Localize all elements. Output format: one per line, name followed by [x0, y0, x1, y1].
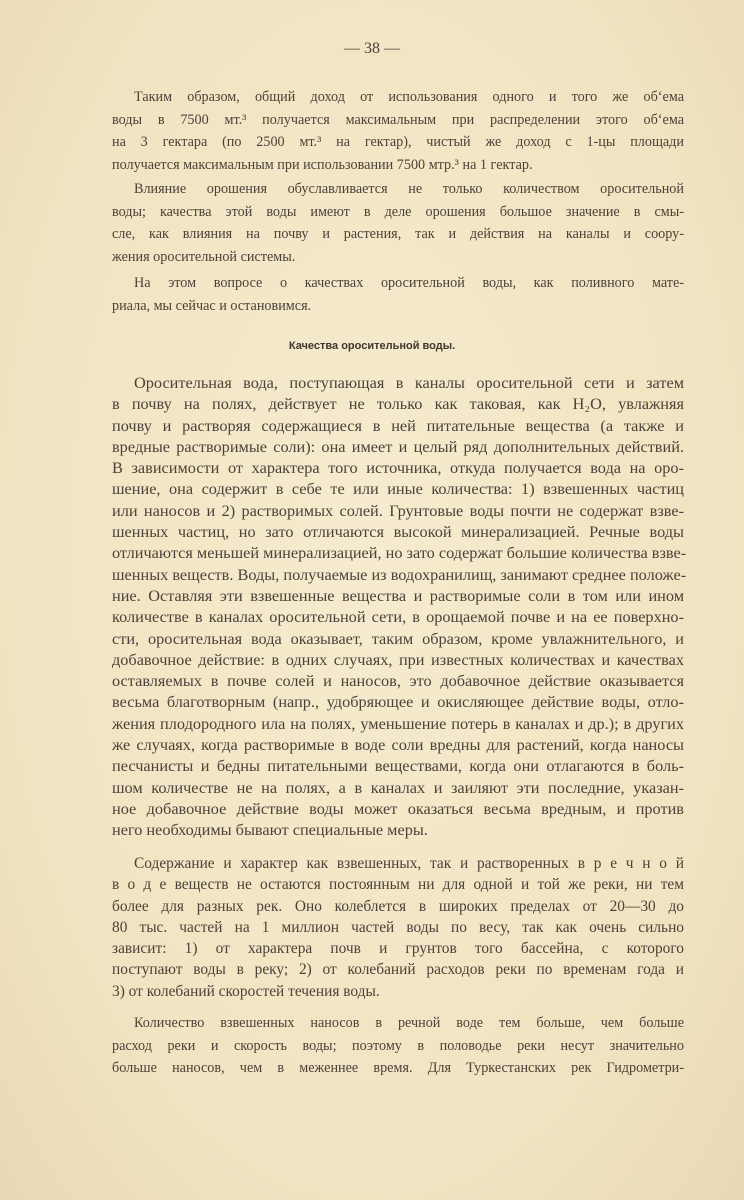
text-line: на 3 гектара (по 2500 мт.³ на гектар), чистый же доход с 1-цы площади	[112, 134, 684, 150]
text-line: На этом вопросе о качествах оросительной воды, как поливного мате-	[134, 275, 684, 291]
text-line: Таким образом, общий доход от использования одного и того же об‘ема	[134, 89, 684, 105]
text-line: сти, оросительная вода оказывает, таким образом, кроме увлажнительного, и	[112, 628, 684, 648]
paragraph-volume-income	[112, 86, 684, 176]
text-line: Оросительная вода, поступающая в каналы оросительной сети и затем	[134, 373, 684, 392]
text-line: жения оросительной системы.	[112, 248, 296, 265]
paragraph-content-character	[112, 853, 684, 1002]
text-line: получается максимальным при использовании 7500 мтр.³ на 1 гектар.	[112, 156, 533, 173]
text-line: более для разных рек. Оно колеблется в широких пределах от 20—30 до	[112, 897, 684, 915]
text-line: жения плодородного ила на полях, уменьшение потерь в каналах и др.); в других	[112, 713, 684, 733]
page-number: — 38 —	[344, 40, 400, 57]
text-line: весьма благотворным (напр., удобряющее и окисляющее действие воды, отло-	[112, 692, 684, 712]
text-line: вредные растворимые соли): она имеет и целый ряд дополнительных действий.	[112, 436, 684, 456]
text-line: шенных веществ. Воды, получаемые из водохранилищ, занимают среднее положе-	[112, 564, 687, 584]
text-line: сле, как влияния на почву и растения, так и действия на каналы и соору-	[112, 226, 684, 242]
paragraph-transition	[112, 272, 684, 317]
paragraph-irrigation-water	[112, 372, 687, 841]
text-line: поступают воды в реку; 2) от колебаний расходов реки по временам года и	[112, 961, 684, 979]
paragraph-suspended-sediment	[112, 1012, 684, 1080]
section-heading: Качества оросительной воды.	[288, 340, 456, 352]
text-line: количестве в каналах оросительной сети, в орощаемой почве и на ее поверхно-	[112, 607, 684, 627]
text-line: Влияние орошения обуславливается не только количеством оросительной	[134, 181, 684, 197]
text-line: песчанисты и бедны питательными веществами, когда они отлагаются в боль-	[112, 756, 684, 776]
text-line: отличаются меньшей минерализацией, но зато содержат большие количества взве-	[112, 543, 687, 563]
text-line: или наносов и 2) растворимых солей. Грунтовые воды почти не содержат взве-	[112, 500, 684, 520]
text-line: почву и растворяя содержащиеся в ней питательные вещества (а также и	[112, 415, 684, 435]
text-line: в почву на полях, действует не только как таковая, как H₂O, увлажняя	[112, 394, 684, 414]
text-line: же случаях, когда растворимые в воде соли вредны для растений, когда наносы	[112, 735, 684, 755]
text-line: больше наносов, чем в меженнее время. Для Туркестанских рек Гидрометри-	[112, 1060, 684, 1076]
text-line: 80 тыс. частей на 1 миллион частей воды по весу, так как очень сильно	[112, 918, 684, 936]
text-line: Количество взвешенных наносов в речной воде тем больше, чем больше	[134, 1015, 684, 1031]
text-line: оставляемых в почве солей и наносов, это добавочное действие оказывается	[112, 671, 684, 691]
text-line: шенных частиц, но зато отличаются высокой минерализацией. Речные воды	[112, 522, 684, 542]
text-line: него необходимы бывают специальные меры.	[112, 820, 428, 840]
text-line: риала, мы сейчас и остановимся.	[112, 297, 312, 314]
text-line: шом количестве не на полях, а в каналах и заиляют эти последние, указан-	[112, 777, 684, 797]
text-line: в о д е веществ не остаются постоянным ни для одной и той же реки, ни тем	[112, 876, 684, 894]
text-line: шение, она содержит в себе те или иные количества: 1) взвешенных частиц	[112, 479, 684, 499]
text-line: зависит: 1) от характера почв и грунтов того бассейна, с которого	[112, 940, 684, 958]
text-line: Содержание и характер как взвешенных, так и растворенных в р е ч н о й	[134, 855, 684, 872]
text-line: В зависимости от характера того источника, откуда получается вода на оро-	[112, 458, 684, 478]
text-line: ние. Оставляя эти взвешенные вещества и растворимые соли в том или ином	[112, 585, 684, 605]
text-line: воды; качества этой воды имеют в деле орошения большое значение в смы-	[112, 203, 684, 220]
paragraph-irrigation-influence	[112, 178, 684, 268]
text-line: добавочное действие: в одних случаях, при известных количествах и качествах	[112, 649, 684, 669]
text-line: расход реки и скорость воды; поэтому в половодье реки несут значительно	[112, 1037, 684, 1054]
text-line: ное добавочное действие воды может оказаться весьма вредным, и против	[112, 798, 684, 818]
text-line: 3) от колебаний скоростей течения воды.	[112, 982, 380, 1000]
text-line: воды в 7500 мт.³ получается максимальным при распределении этого об‘ема	[112, 111, 684, 128]
